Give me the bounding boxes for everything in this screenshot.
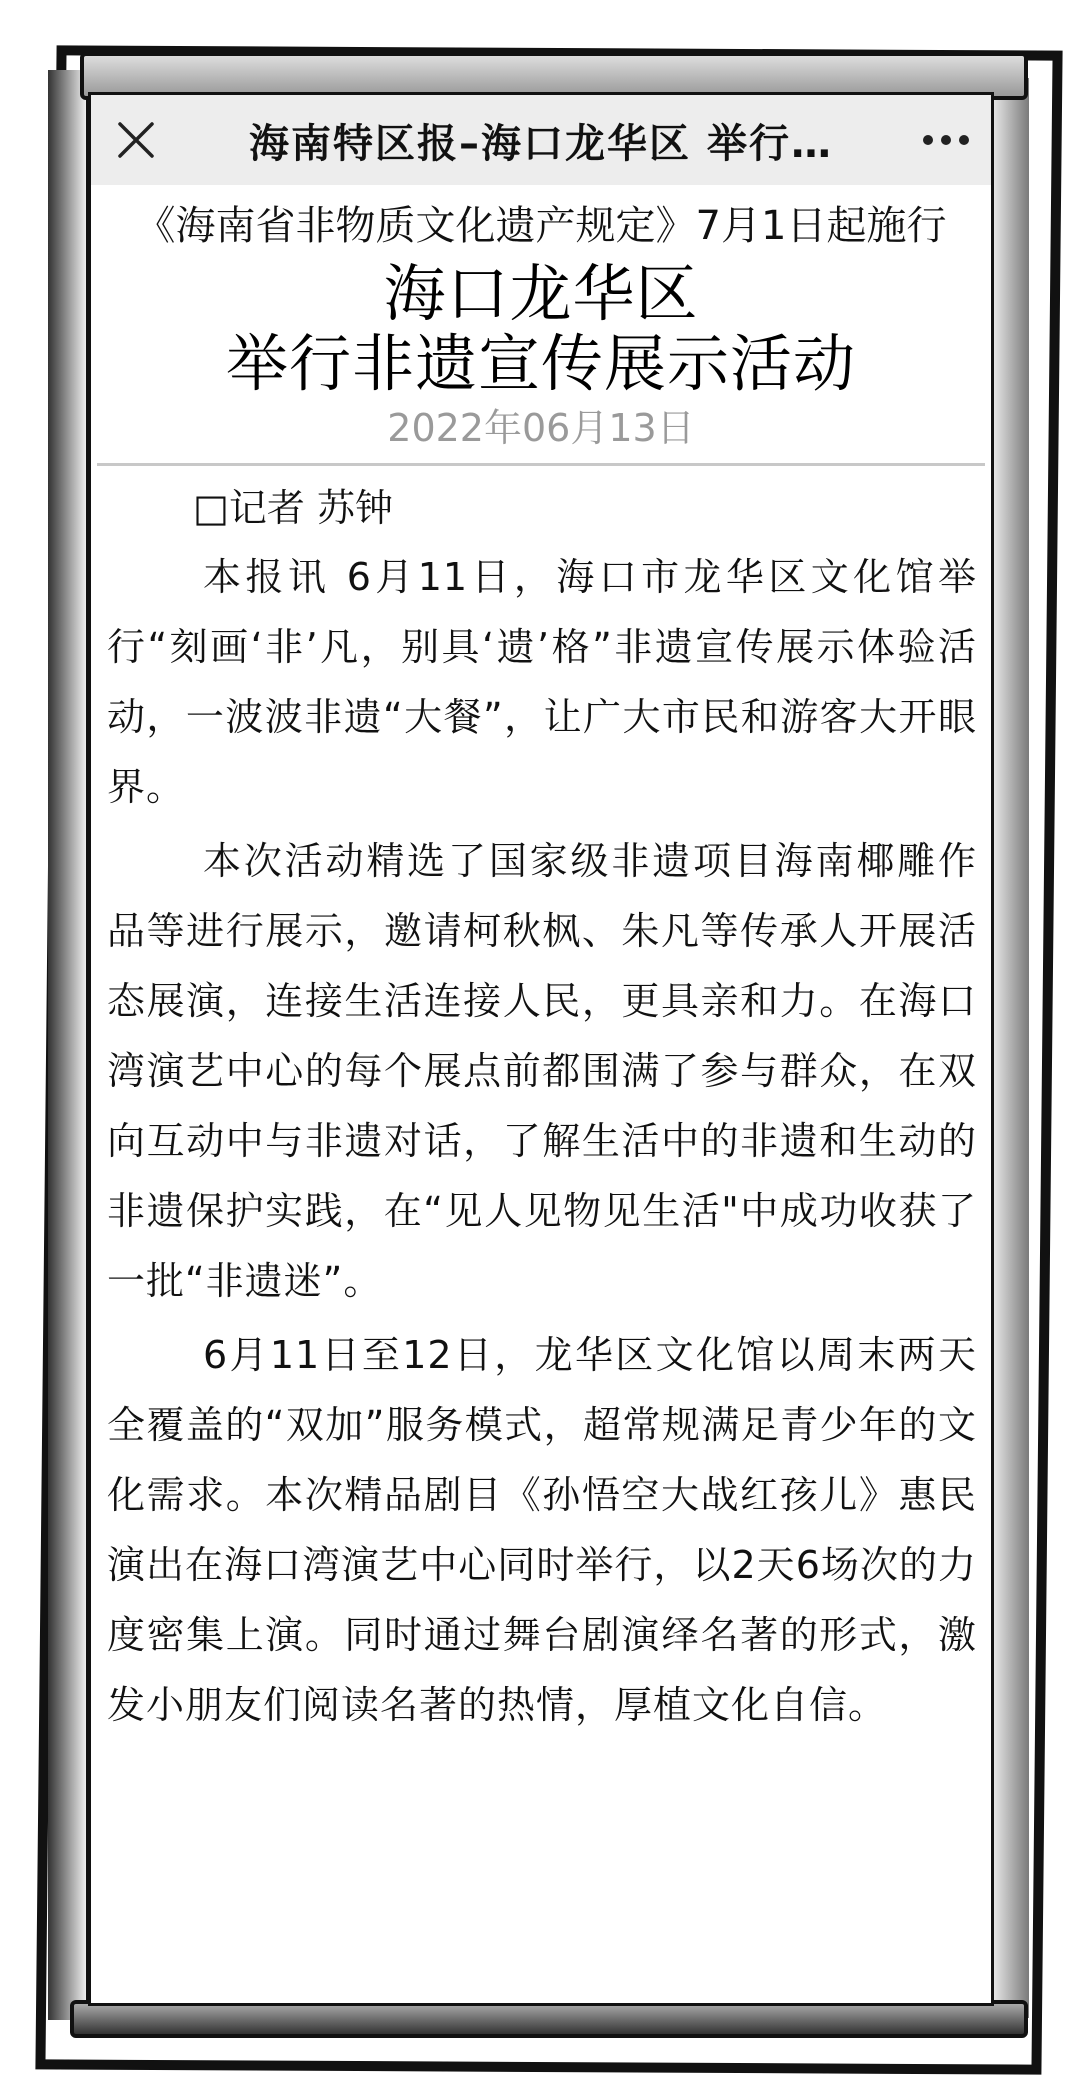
article-kicker: 《海南省非物质文化遗产规定》7月1日起施行 bbox=[135, 203, 947, 249]
article-paragraph: 本次活动精选了国家级非遗项目海南椰雕作品等进行展示，邀请柯秋枫、朱凡等传承人开展活态展演，连接生活连接人民，更具亲和力。在海口湾演艺中心的每个展点前都围满了参与群众，在双向互动中与非遗对话，了解生活中的非遗和生动的非遗保护实践，在“见人见物见生活"中成功收获了一批“非遗迷”。 bbox=[107, 839, 977, 1303]
article-paragraph: 6月11日至12日，龙华区文化馆以周末两天全覆盖的“双加”服务模式，超常规满足青少年的文化需求。本次精品剧目《孙悟空大战红孩儿》惠民演出在海口湾演艺中心同时举行，以2天6场次的力度密集上演。同时通过舞台剧演绎名著的形式，激发小朋友们阅读名著的热情，厚植文化自信。 bbox=[107, 1333, 977, 1727]
divider bbox=[97, 463, 985, 466]
headline-line-2: 举行非遗宣传展示活动 bbox=[225, 327, 856, 400]
close-button[interactable] bbox=[91, 95, 181, 185]
more-dots-icon bbox=[921, 133, 971, 147]
article-body bbox=[91, 195, 991, 1740]
more-button[interactable] bbox=[901, 95, 991, 185]
webview-topbar bbox=[91, 95, 991, 185]
article-date: 2022年06月13日 bbox=[387, 406, 695, 450]
article-byline: □记者 苏钟 bbox=[193, 486, 393, 530]
close-icon bbox=[116, 120, 156, 160]
page-title: 海南特区报–海口龙华区 举行… bbox=[249, 120, 833, 167]
phone-screen bbox=[88, 92, 994, 2006]
frame-edge-left bbox=[48, 70, 89, 2020]
article-paragraph: 本报讯 6月11日，海口市龙华区文化馆举行“刻画‘非’凡，别具‘遗’格”非遗宣传展示体验活动，一波波非遗“大餐”，让广大市民和游客大开眼界。 bbox=[107, 555, 977, 809]
article-headline bbox=[97, 259, 985, 399]
headline-line-1: 海口龙华区 bbox=[383, 257, 699, 330]
